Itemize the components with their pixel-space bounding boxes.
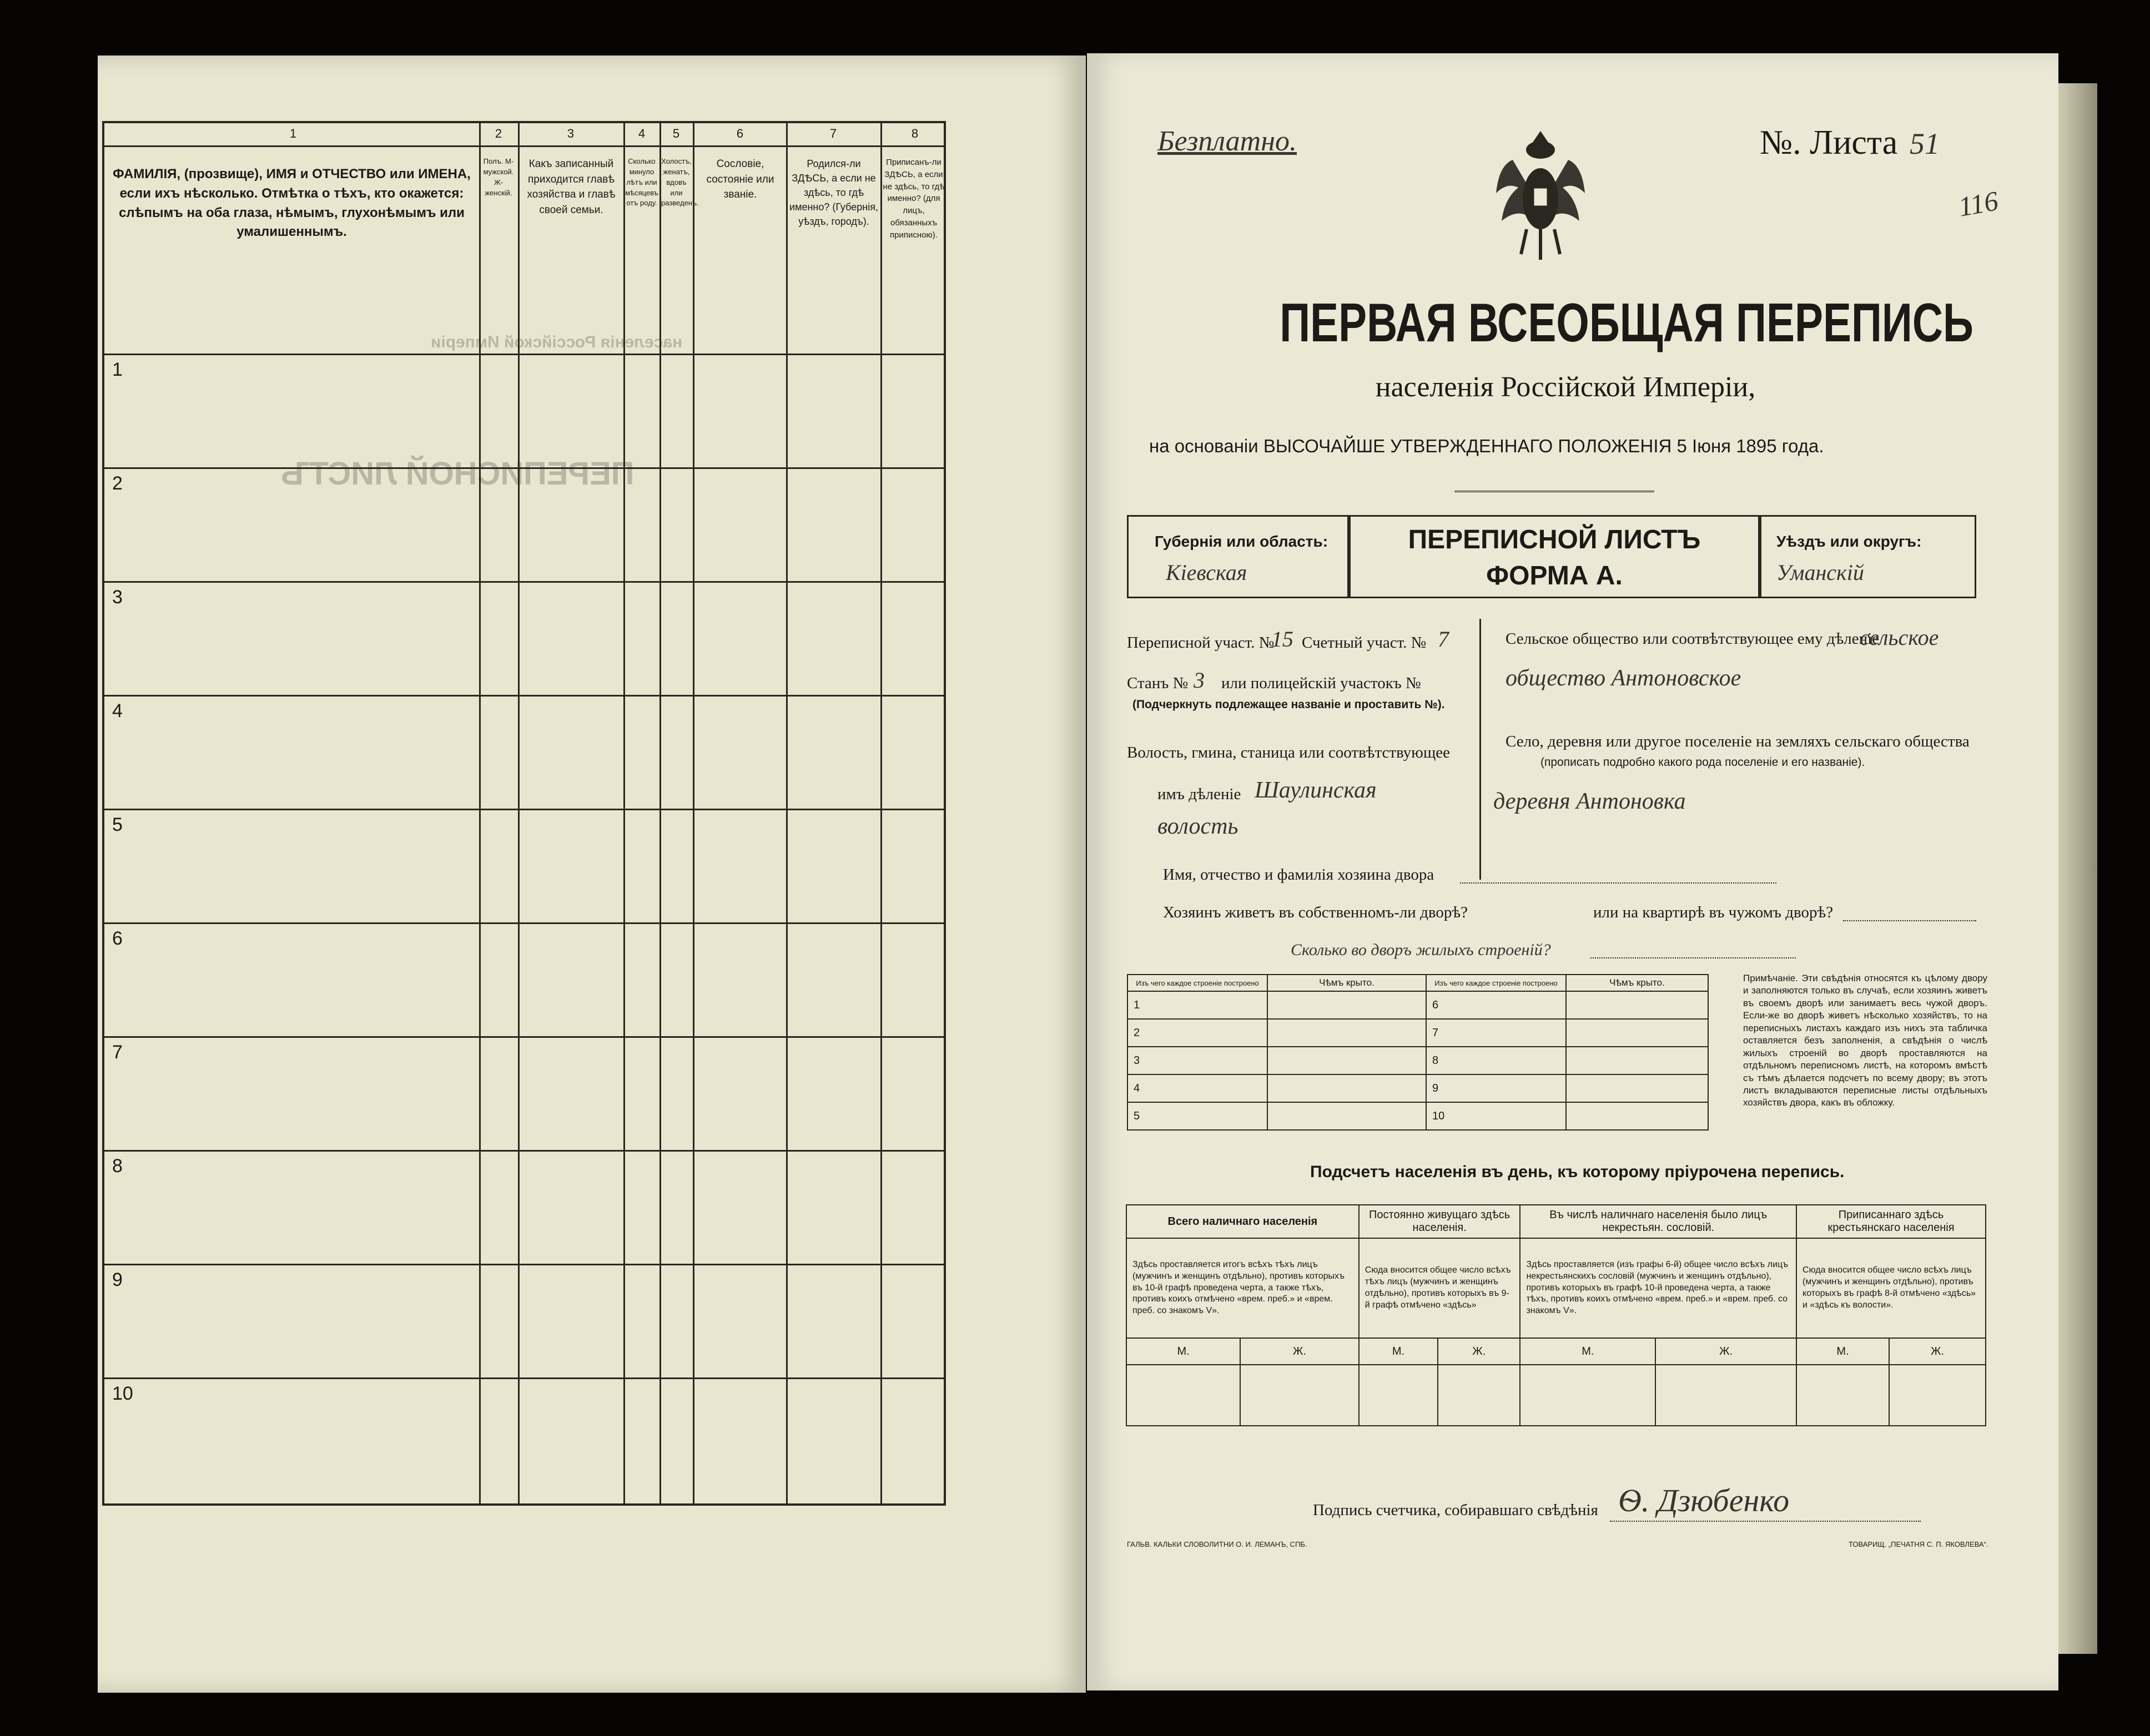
column-header-estate: Сословіе, состояніе или званіе.: [706, 158, 774, 201]
gubernia-box: [1127, 515, 1349, 598]
row-number: 6: [112, 928, 123, 949]
table-cell: Сюда вносится общее число всѣхъ тѣхъ лицъ (мужчинъ и женщинъ отдѣльно), противъ которыхъ въ 9-й графѣ отмѣчено «здѣсь»: [1359, 1238, 1520, 1338]
table-cell: Здѣсь проставляется (изъ графы 6-й) общее число всѣхъ лицъ некрестьянскихъ сословій (мужчинъ и женщинъ отдѣльно), противъ которыхъ въ графѣ 10-й проведена черта, а также тѣхъ, противъ коихъ отмѣчено «врем. преб.» и «врем. преб. со знакомъ V».: [1520, 1238, 1796, 1338]
table-cell: М.: [1796, 1338, 1889, 1365]
table-header: Всего наличнаго населенія: [1126, 1205, 1359, 1238]
buildings-field: [1590, 957, 1796, 958]
row-number: 5: [112, 814, 123, 835]
note-text: Примѣчаніе. Эти свѣдѣнія относятся къ цѣлому двору и заполняются только въ случаѣ, если хозяинъ живетъ въ своемъ дворѣ или занимаетъ весь чужой дворъ. Если-же во дворѣ живетъ нѣсколько хозяйствъ, то на переписныхъ листахъ каждаго изъ нихъ эта табличка оставляется безъ заполненія, а свѣдѣнія о числѣ жилыхъ строеній во дворѣ проставляются на отдѣльномъ переписномъ листѣ, на которомъ вмѣстѣ съ тѣмъ дѣлается подсчетъ по всему двору; въ этотъ листъ вкладываются переписные листы отдѣльныхъ хозяйствъ двора, какъ въ обложку.: [1743, 973, 1987, 1108]
table-cell: Ж.: [1889, 1338, 1986, 1365]
printer-left: ГАЛЬВ. КАЛЬКИ СЛОВОЛИТНИ О. И. ЛЕМАНЪ, СПБ.: [1127, 1540, 1307, 1548]
table-row: 3: [1127, 1047, 1267, 1074]
row-number: 8: [112, 1155, 123, 1177]
village-value: деревня Антоновка: [1493, 789, 1686, 814]
row-number: 1: [112, 359, 123, 380]
signature-label: Подпись счетчика, собиравшаго свѣдѣнія: [1313, 1501, 1598, 1519]
table-header: Чѣмъ крыто.: [1267, 975, 1426, 991]
column-number: 7: [829, 127, 837, 140]
gubernia-value: Кіевская: [1166, 560, 1247, 585]
column-number: 5: [672, 127, 680, 140]
form-label: ФОРМА А.: [1486, 561, 1623, 591]
table-cell: Ж.: [1438, 1338, 1520, 1365]
society-label: Сельское общество или соотвѣтствующее ему дѣленіе: [1505, 630, 1880, 648]
apartment-label: или на квартирѣ въ чужомъ дворѣ?: [1593, 904, 1834, 921]
row-number: 9: [112, 1269, 123, 1290]
census-table: [102, 121, 946, 1506]
underline-note: (Подчеркнуть подлежащее названіе и проставить №).: [1132, 698, 1445, 711]
count-table: [1126, 1204, 1986, 1426]
column-header-registered: Приписанъ-ли ЗДѢСЬ, а если не здѣсь, то гдѣ именно? (для лицъ, обязанныхъ приписною).: [883, 158, 945, 240]
subtitle: населенія Россійской Имперіи,: [1375, 371, 1756, 403]
column-number: 1: [289, 127, 297, 140]
table-cell: Здѣсь проставляется итогъ всѣхъ тѣхъ лицъ (мужчинъ и женщинъ отдѣльно), противъ которыхъ въ 10-й графѣ проведена черта, а также тѣхъ, противъ коихъ отмѣчено «врем. преб.» и «врем. преб. со знакомъ V».: [1126, 1238, 1359, 1338]
page-stack-edge: [2058, 83, 2097, 1654]
table-header: Изъ чего каждое строеніе построено: [1127, 975, 1267, 991]
table-row: 10: [1426, 1102, 1566, 1130]
owner-field: [1460, 882, 1776, 884]
row-number: 3: [112, 587, 123, 608]
police-label: или полицейскій участокъ №: [1221, 674, 1421, 692]
signature-value: Ѳ. Дзюбенко: [1618, 1482, 1790, 1518]
uezd-label: Уѣздъ или округъ:: [1776, 533, 1922, 550]
volost-value: Шаулинская: [1255, 778, 1377, 803]
buildings-table-left: [1127, 974, 1427, 1131]
table-row: 6: [1426, 991, 1566, 1019]
table-row: 8: [1426, 1047, 1566, 1074]
table-header: Постоянно живущаго здѣсь населенія.: [1359, 1205, 1520, 1238]
imperial-eagle-emblem: [1493, 127, 1588, 271]
signature-line: [1610, 1521, 1921, 1522]
sheet-title: ПЕРЕПИСНОЙ ЛИСТЪ: [1408, 525, 1701, 554]
table-cell: Сюда вносится общее число всѣхъ лицъ (мужчинъ и женщинъ отдѣльно), противъ которыхъ въ графѣ 8-й отмѣчено «здѣсь» и «здѣсь къ волости».: [1796, 1238, 1986, 1338]
column-header-birthplace: Родился-ли ЗДѢСЬ, а если не здѣсь, то гдѣ именно? (Губернія, уѣздъ, городъ).: [789, 158, 878, 228]
sheet-label: №. Листа: [1760, 124, 1898, 162]
owner-lives-label: Хозяинъ живетъ въ собственномъ-ли дворѣ?: [1163, 904, 1468, 921]
column-number: 2: [495, 127, 502, 140]
column-number: 3: [567, 127, 575, 140]
table-row: 9: [1426, 1074, 1566, 1102]
info-divider: [1479, 619, 1481, 880]
table-row: 7: [1426, 1019, 1566, 1047]
buildings-label: Сколько во дворъ жилыхъ строеній?: [1291, 941, 1551, 959]
table-cell: М.: [1126, 1338, 1240, 1365]
column-header-sex: Полъ. М-мужской. Ж-женскій.: [483, 157, 514, 197]
table-header: Чѣмъ крыто.: [1566, 975, 1708, 991]
volost-label: Волость, гмина, станица или соотвѣтствующее: [1127, 744, 1451, 761]
row-number: 7: [112, 1042, 123, 1063]
volost-label-2: имъ дѣленіе: [1157, 785, 1241, 803]
volost-value-2: волость: [1157, 814, 1238, 839]
village-note: (прописать подробно какого рода поселеніе и его названіе).: [1540, 756, 1865, 769]
bleed-through-text: населенія Россійской Имперіи: [431, 333, 683, 351]
row-number: 10: [112, 1383, 133, 1404]
table-cell: М.: [1520, 1338, 1655, 1365]
column-header-marital: Холостъ, женатъ, вдовъ или разведенъ.: [661, 157, 699, 208]
apartment-field: [1843, 920, 1976, 921]
table-cell: Ж.: [1655, 1338, 1796, 1365]
uezd-value: Уманскій: [1776, 560, 1864, 585]
table-header: Приписаннаго здѣсь крестьянскаго населенія: [1796, 1205, 1986, 1238]
title: ПЕРВАЯ ВСЕОБЩАЯ ПЕРЕПИСЬ: [1280, 292, 1973, 353]
gubernia-label: Губернія или область:: [1155, 533, 1328, 550]
column-header-name: ФАМИЛІЯ, (прозвище), ИМЯ и ОТЧЕСТВО или ИМЕНА, если ихъ нѣсколько. Отмѣтка о тѣхъ, кто окажется: слѣпымъ на оба глаза, нѣмымъ, глухонѣмымъ или умалишеннымъ.: [113, 166, 471, 240]
uchastok-value: 15: [1271, 627, 1293, 652]
village-label: Село, деревня или другое поселеніе на земляхъ сельскаго общества: [1505, 733, 1970, 750]
ornament-divider: [1454, 491, 1654, 496]
uchastok-label: Переписной участ. №: [1127, 634, 1275, 652]
table-cell: Ж.: [1240, 1338, 1359, 1365]
stan-value: 3: [1194, 668, 1205, 693]
column-header-relation: Какъ записанный приходится главѣ хозяйства и главѣ своей семьи.: [527, 158, 616, 216]
column-number: 8: [911, 127, 919, 140]
column-header-age: Сколько минуло лѣтъ или мѣсяцевъ отъ роду.: [625, 157, 658, 208]
sheet-number: 51: [1910, 127, 1940, 160]
society-value: сельское: [1860, 625, 1939, 650]
column-number: 4: [638, 127, 646, 140]
corner-number: 116: [1956, 185, 2001, 223]
table-header: Въ числѣ наличнаго населенія было лицъ некрестьян. сословій.: [1520, 1205, 1796, 1238]
table-row: 4: [1127, 1074, 1267, 1102]
table-row: 5: [1127, 1102, 1267, 1130]
column-number: 6: [736, 127, 744, 140]
stan-label: Станъ №: [1127, 674, 1189, 692]
table-cell: М.: [1359, 1338, 1438, 1365]
count-title: Подсчетъ населенія въ день, къ которому пріурочена перепись.: [1310, 1163, 1845, 1181]
table-row: 2: [1127, 1019, 1267, 1047]
schetny-label: Счетный участ. №: [1302, 634, 1427, 652]
owner-label: Имя, отчество и фамилія хозяина двора: [1163, 866, 1434, 884]
basis-line: на основаніи ВЫСОЧАЙШЕ УТВЕРЖДЕННАГО ПОЛОЖЕНІЯ 5 Іюня 1895 года.: [1149, 436, 1824, 456]
row-number: 4: [112, 700, 123, 721]
bleed-through-text: ПЕРЕПИСНОЙ ЛИСТЪ: [281, 456, 635, 492]
table-row: 1: [1127, 991, 1267, 1019]
free-label: Безплатно.: [1157, 125, 1297, 157]
row-number: 2: [112, 473, 123, 494]
society-value-2: общество Антоновское: [1505, 665, 1741, 691]
uezd-box: [1760, 515, 1976, 598]
schetny-value: 7: [1438, 627, 1449, 652]
table-header: Изъ чего каждое строеніе построено: [1426, 975, 1566, 991]
printer-right: ТОВАРИЩ. „ПЕЧАТНЯ С. П. ЯКОВЛЕВА“.: [1849, 1540, 1988, 1548]
buildings-table-right: [1426, 974, 1709, 1131]
